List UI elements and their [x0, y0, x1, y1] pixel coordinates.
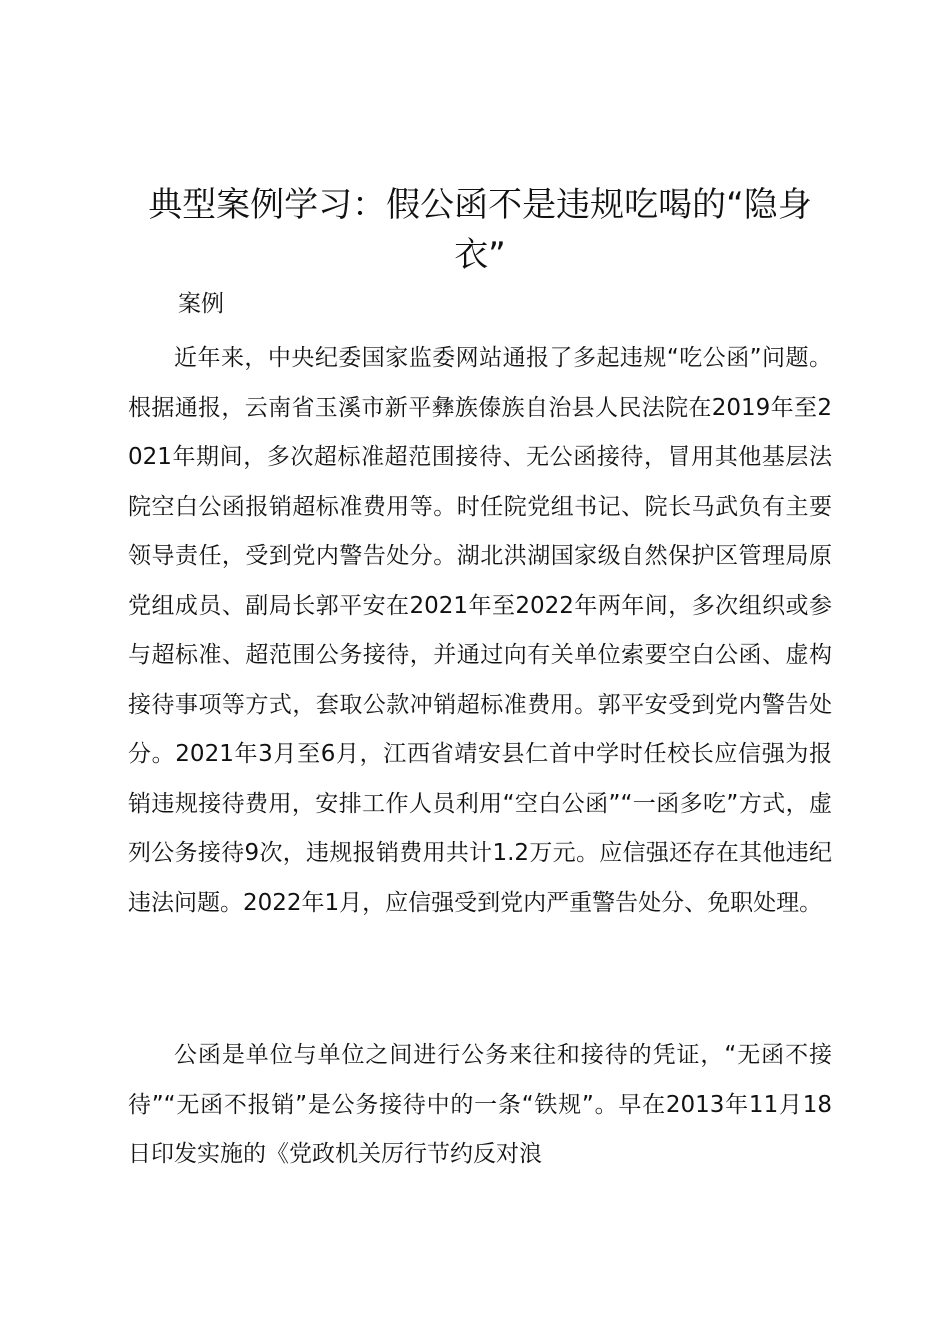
body-paragraph: 公函是单位与单位之间进行公务来往和接待的凭证，“无函不接待”“无函不报销”是公务接待中的一条“铁规”。早在2013年11月18日印发实施的《党政机关厉行节约反对浪	[128, 1042, 832, 1167]
section-label: 案例	[178, 291, 224, 317]
body-paragraph: 近年来，中央纪委国家监委网站通报了多起违规“吃公函”问题。根据通报，云南省玉溪市新平彝族傣族自治县人民法院在2019年至2021年期间，多次超标准超范围接待、无公函接待，冒用其他基层法院空白公函报销超标准费用等。时任院党组书记、院长马武负有主要领导责任，受到党内警告处分。湖北洪湖国家级自然保护区管理局原党组成员、副局长郭平安在2021年至2022年两年间，多次组织或参与超标准、超范围公务接待，并通过向有关单位索要空白公函、虚构接待事项等方式，套取公款冲销超标准费用。郭平安受到党内警告处分。2021年3月至6月，江西省靖安县仁首中学时任校长应信强为报销违规接待费用，安排工作人员利用“空白公函”“一函多吃”方式，虚列公务接待9次，违规报销费用共计1.2万元。应信强还存在其他违纪违法问题。2022年1月，应信强受到党内严重警告处分、免职处理。	[128, 345, 832, 916]
document-page	[128, 0, 832, 1344]
document-title: 典型案例学习：假公函不是违规吃喝的“隐身衣”	[148, 185, 812, 275]
